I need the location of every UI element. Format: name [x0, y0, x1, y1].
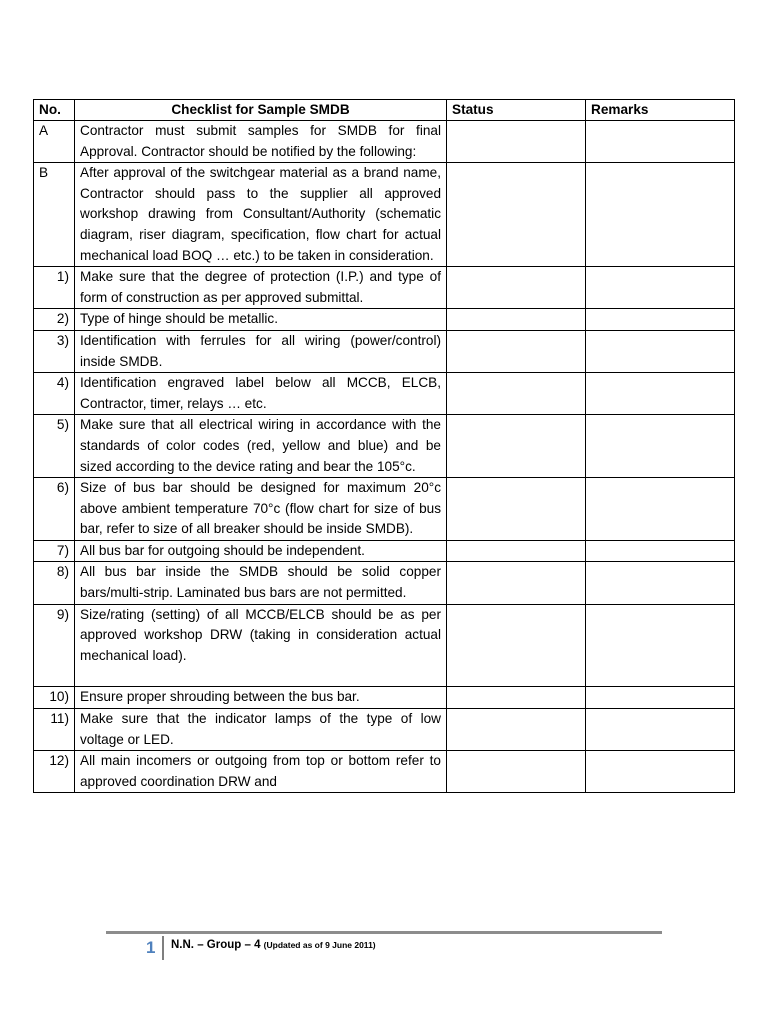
table-row — [34, 330, 735, 372]
row-remarks — [586, 604, 735, 687]
row-text: Ensure proper shrouding between the bus bar. — [75, 687, 447, 709]
row-number: 9) — [34, 604, 75, 687]
row-number: 7) — [34, 540, 75, 562]
page-number: 1 — [146, 938, 156, 957]
table-row — [34, 163, 735, 267]
row-remarks — [586, 309, 735, 331]
row-remarks — [586, 415, 735, 478]
row-text: After approval of the switchgear material as a brand name, Contractor should pass to the supplier all approved workshop drawing from Consultant/Authority (schematic diagram, riser diagram, specification, flow chart for actual mechanical load BOQ … etc.) to be taken in consideration. — [75, 163, 447, 267]
row-status — [447, 478, 586, 541]
row-remarks — [586, 121, 735, 163]
row-text: All main incomers or outgoing from top or bottom refer to approved coordination DRW and — [75, 751, 447, 793]
row-status — [447, 415, 586, 478]
table-header-row — [34, 100, 735, 121]
row-remarks — [586, 478, 735, 541]
table-row — [34, 309, 735, 331]
row-remarks — [586, 687, 735, 709]
footer-divider — [162, 936, 164, 960]
table-row — [34, 604, 735, 687]
row-text: Contractor must submit samples for SMDB for final Approval. Contractor should be notified by the following: — [75, 121, 447, 163]
row-remarks — [586, 540, 735, 562]
row-status — [447, 330, 586, 372]
row-remarks — [586, 267, 735, 309]
header-no: No. — [34, 100, 75, 121]
footer-updated-note: (Updated as of 9 June 2011) — [263, 940, 376, 950]
row-status — [447, 562, 586, 604]
row-status — [447, 540, 586, 562]
table-row — [34, 267, 735, 309]
footer-text — [171, 939, 376, 951]
row-number: 10) — [34, 687, 75, 709]
row-status — [447, 163, 586, 267]
row-status — [447, 709, 586, 751]
table-row — [34, 478, 735, 541]
table-row — [34, 415, 735, 478]
row-remarks — [586, 163, 735, 267]
table-row — [34, 709, 735, 751]
row-number: B — [34, 163, 75, 267]
row-remarks — [586, 373, 735, 415]
row-text: Identification with ferrules for all wiring (power/control) inside SMDB. — [75, 330, 447, 372]
header-status: Status — [447, 100, 586, 121]
row-remarks — [586, 562, 735, 604]
footer-group-text: N.N. – Group – 4 — [171, 939, 261, 951]
table-row — [34, 540, 735, 562]
row-status — [447, 309, 586, 331]
row-text: Identification engraved label below all MCCB, ELCB, Contractor, timer, relays … etc. — [75, 373, 447, 415]
row-remarks — [586, 330, 735, 372]
row-remarks — [586, 751, 735, 793]
row-status — [447, 373, 586, 415]
table-row — [34, 751, 735, 793]
row-number: A — [34, 121, 75, 163]
row-number: 4) — [34, 373, 75, 415]
row-text: Size of bus bar should be designed for maximum 20°c above ambient temperature 70°c (flow chart for size of bus bar, refer to size of all breaker should be inside SMDB). — [75, 478, 447, 541]
row-number: 8) — [34, 562, 75, 604]
header-remarks: Remarks — [586, 100, 735, 121]
row-status — [447, 267, 586, 309]
row-number: 5) — [34, 415, 75, 478]
table-row — [34, 562, 735, 604]
row-text: Make sure that all electrical wiring in accordance with the standards of color codes (red, yellow and blue) and be sized according to the device rating and bear the 105°c. — [75, 415, 447, 478]
table-row — [34, 373, 735, 415]
row-text: Size/rating (setting) of all MCCB/ELCB should be as per approved workshop DRW (taking in consideration actual mechanical load). — [75, 604, 447, 687]
row-text: Make sure that the indicator lamps of the type of low voltage or LED. — [75, 709, 447, 751]
row-text: All bus bar for outgoing should be independent. — [75, 540, 447, 562]
table-row — [34, 121, 735, 163]
row-remarks — [586, 709, 735, 751]
header-checklist: Checklist for Sample SMDB — [75, 100, 447, 121]
row-number: 1) — [34, 267, 75, 309]
row-text: Type of hinge should be metallic. — [75, 309, 447, 331]
footer-row — [106, 934, 662, 964]
row-number: 11) — [34, 709, 75, 751]
row-number: 2) — [34, 309, 75, 331]
checklist-table — [33, 99, 735, 793]
row-status — [447, 687, 586, 709]
row-status — [447, 121, 586, 163]
row-text: Make sure that the degree of protection (I.P.) and type of form of construction as per approved submittal. — [75, 267, 447, 309]
row-status — [447, 604, 586, 687]
row-number: 12) — [34, 751, 75, 793]
table-row — [34, 687, 735, 709]
row-text: All bus bar inside the SMDB should be solid copper bars/multi-strip. Laminated bus bars are not permitted. — [75, 562, 447, 604]
page-footer — [106, 931, 662, 964]
row-number: 3) — [34, 330, 75, 372]
row-status — [447, 751, 586, 793]
row-number: 6) — [34, 478, 75, 541]
